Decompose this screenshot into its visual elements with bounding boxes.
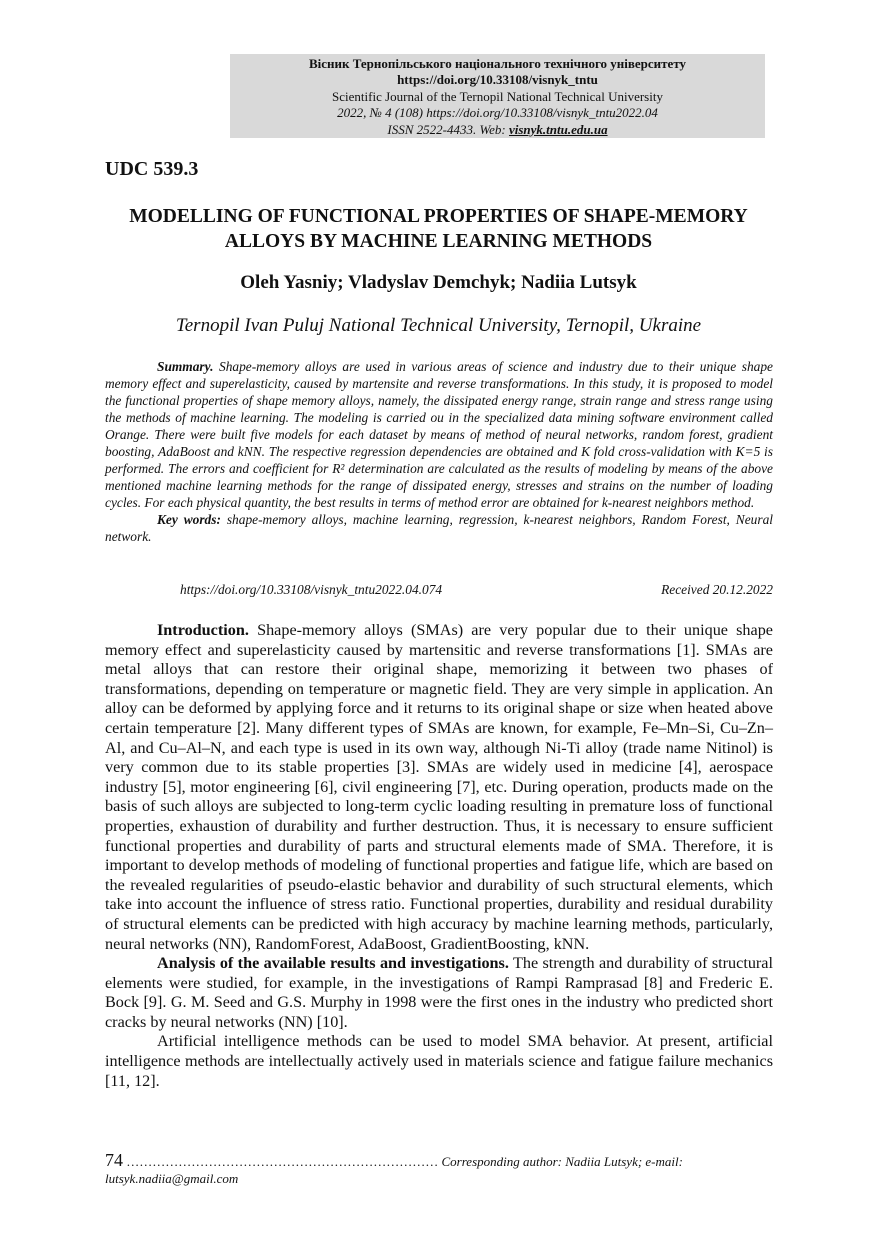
keywords-label: Key words:: [157, 512, 221, 527]
received-date: Received 20.12.2022: [661, 582, 773, 597]
journal-name-ua: Вісник Тернопільського національного технічного університету: [308, 56, 687, 71]
analysis-text: The strength and durability of structural elements were studied, for example, in the investigations of Rampi Ramprasad [8] and Frederic E. Bock [9]. G. M. Seed and G.S. Murphy in 1998 were the first ones in the industry who predicted short cracks by neural networks (NN) [10].: [105, 954, 773, 1031]
corresponding-author: Corresponding author: Nadiia Lutsyk; e-mail: lutsyk.nadiia@gmail.com: [105, 1154, 683, 1186]
analysis-paragraph: [105, 954, 773, 1032]
paper-title: MODELLING OF FUNCTIONAL PROPERTIES OF SHAPE-MEMORY ALLOYS BY MACHINE LEARNING METHODS: [129, 206, 748, 252]
issn-line: [230, 122, 765, 138]
issn-text: ISSN 2522-4433. Web:: [387, 121, 509, 137]
intro-paragraph: [105, 621, 773, 954]
intro-text: Shape-memory alloys (SMAs) are very popular due to their unique shape memory effect and superelasticity caused by martensitic and reverse transformations [1]. SMAs are metal alloys that can restore their original shape, memorizing it between two phases of transformations, depending on temperature or magnetic field. They are very simple in application. An alloy can be deformed by applying force and it returns to its original shape or size when heated above certain temperature [2]. Many different types of SMAs are known, for example, Fe–Mn–Si, Cu–Zn–Al, and Cu–Al–N, and each type is used in its own way, although Ni-Ti alloy (trade name Nitinol) is very common due to its stable properties [3]. SMAs are widely used in medicine [4], aerospace industry [5], motor engineering [6], civil engineering [7], etc. During operation, products made on the basis of such alloys are subjected to long-term cyclic loading resulting in premature loss of functional properties, exhaustion of durability and further destruction. Thus, it is necessary to ensure sufficient functional properties and durability of parts and structural elements made of SMA. Therefore, it is important to develop methods of modeling of functional properties and fatigue life, which are based on the revealed regularities of pseudo-elastic behavior and durability of such structural elements, which take into account the influence of stress ratio. Functional properties, durability and residual durability of structural elements can be predicted with high accuracy by machine learning methods, particularly, neural networks (NN), RandomForest, AdaBoost, GradientBoosting, kNN.: [105, 621, 773, 953]
summary-block: [105, 358, 773, 545]
keywords-paragraph: [105, 511, 773, 545]
summary-paragraph: [105, 358, 773, 511]
affiliation: Ternopil Ivan Puluj National Technical University, Ternopil, Ukraine: [175, 315, 702, 336]
summary-label: Summary.: [157, 359, 214, 374]
udc-code: UDC 539.3: [105, 158, 199, 180]
ai-paragraph: Artificial intelligence methods can be used to model SMA behavior. At present, artificial intelligence methods are intellectually actively used in materials science and fatigue failure mechanics [11, 12].: [105, 1032, 773, 1090]
footer-dots: ………………………………………………………………: [126, 1154, 439, 1169]
journal-name-en: Scientific Journal of the Ternopil National Technical University: [332, 88, 663, 104]
article-doi-line: [180, 582, 773, 598]
authors: Oleh Yasniy; Vladyslav Demchyk; Nadiia Lutsyk: [240, 272, 637, 293]
page-number: 74: [105, 1150, 123, 1170]
intro-heading: Introduction.: [157, 621, 249, 639]
journal-website-link[interactable]: visnyk.tntu.edu.ua: [508, 121, 608, 137]
article-doi[interactable]: https://doi.org/10.33108/visnyk_tntu2022.04.074: [180, 582, 443, 597]
keywords-text: shape-memory alloys, machine learning, regression, k-nearest neighbors, Random Forest, Neural network.: [105, 512, 774, 544]
body-text: [105, 621, 773, 1091]
journal-doi[interactable]: https://doi.org/10.33108/visnyk_tntu: [397, 72, 598, 88]
issue-info: 2022, № 4 (108) https://doi.org/10.33108/visnyk_tntu2022.04: [337, 105, 658, 121]
analysis-heading: Analysis of the available results and investigations.: [157, 954, 509, 973]
summary-text: Shape-memory alloys are used in various areas of science and industry due to their unique shape memory effect and superelasticity, caused by martensite and reverse transformations. In this study, it is proposed to model the functional properties of shape memory alloys, namely, the dissipated energy range, strain range and stress range using the methods of machine learning. The modeling is carried ou in the specialized data mining software environment called Orange. There were built five models for each dataset by means of method of neural networks, random forest, gradient boosting, AdaBoost and kNN. The respective regression dependencies are obtained and K fold cross-validation with K=5 is performed. The errors and coefficient for R² determination are calculated as the results of modeling by means of the above mentioned machine learning methods for the range of dissipated energy, stresses and strains on the number of loading cycles. For each physical quantity, the best results in terms of method error are obtained for k-nearest neighbors method.: [105, 359, 773, 510]
journal-header: [230, 54, 765, 138]
page-footer: [105, 1150, 773, 1187]
